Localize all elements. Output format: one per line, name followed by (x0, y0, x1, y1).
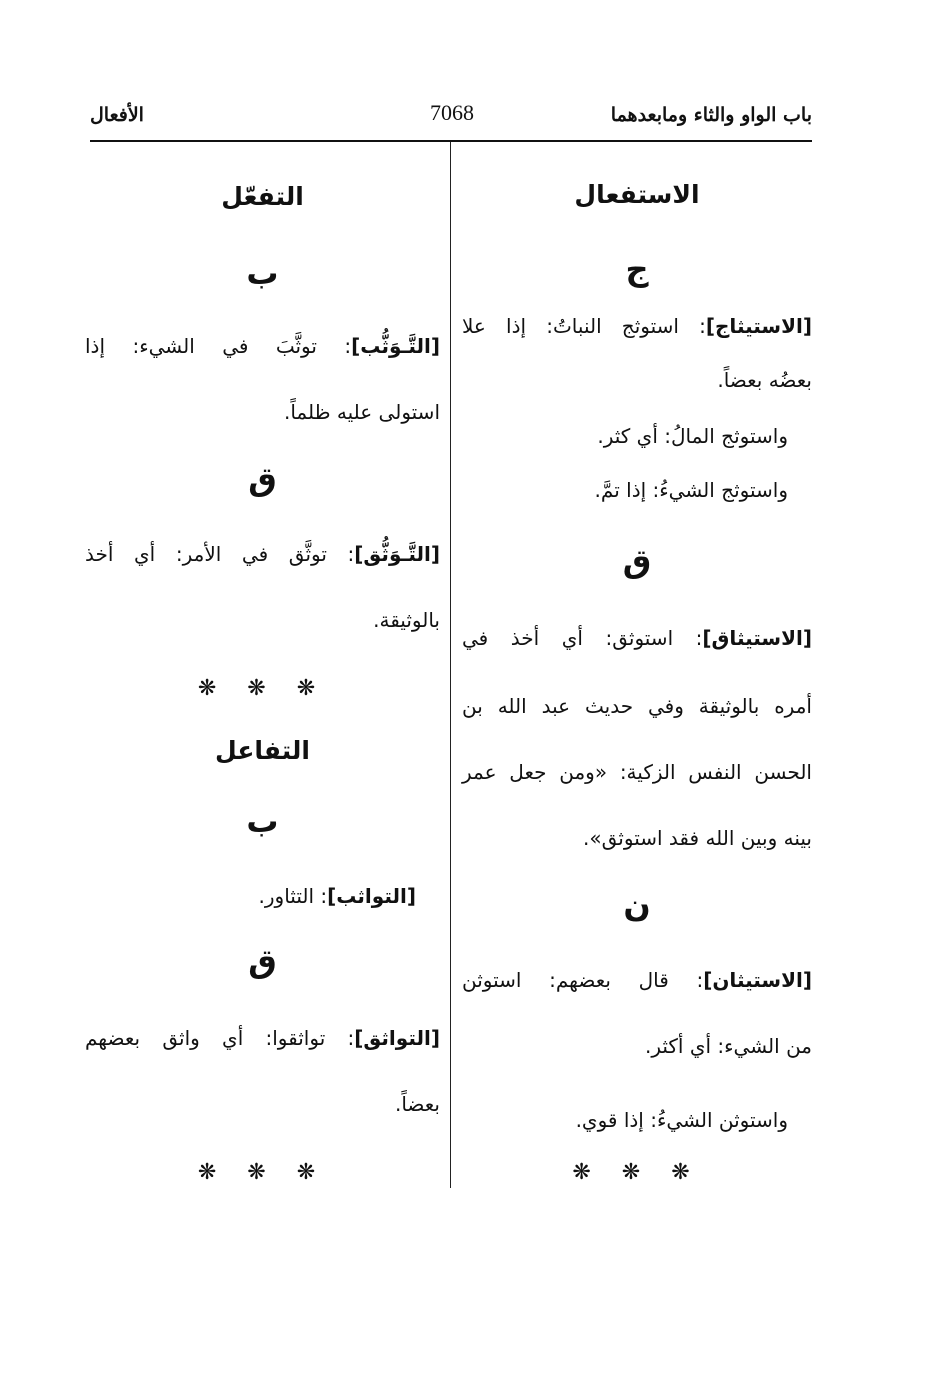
entry-line (85, 334, 440, 358)
letter-heading: ب (246, 802, 279, 840)
column-divider (450, 142, 451, 1188)
letter-heading: ق (248, 460, 277, 498)
page-number: 7068 (430, 100, 474, 125)
entry-line: من الشيء: أي أكثر. (644, 1034, 812, 1058)
entry-line (85, 542, 440, 566)
entry-term: [التواثق] (354, 1026, 440, 1050)
entry-text: : توثَّق في الأمر: أي أخذ (85, 542, 355, 566)
letter-heading: ق (248, 942, 277, 980)
entry-line: استولى عليه ظلماً. (283, 400, 440, 424)
heading-tafaaul: التفاعل (215, 736, 310, 765)
heading-istifaal: الاستفعال (574, 180, 700, 209)
entry-term: [التَّـوَثُّب] (351, 334, 440, 358)
letter-heading: ق (622, 542, 652, 580)
entry-line (462, 968, 812, 992)
entry-text: : التثاور. (258, 884, 328, 908)
entry-line: واستوثن الشيءُ: إذا قوي. (575, 1108, 788, 1132)
entry-line: أمره بالوثيقة وفي حديث عبد الله بن (462, 694, 812, 718)
section-separator: ❋ ❋ ❋ (197, 1160, 328, 1185)
entry-text: : قال بعضهم: استوثن (462, 968, 704, 992)
entry-line: الحسن النفس الزكية: «ومن جعل عمر (462, 760, 812, 784)
entry-term: [الاستيثان] (703, 968, 812, 992)
entry-term: [الاستيثاق] (702, 626, 812, 650)
letter-heading: ن (623, 886, 651, 924)
entry-line (259, 884, 416, 908)
section-separator: ❋ ❋ ❋ (572, 1160, 702, 1185)
entry-text: : توثَّبَ في الشيء: إذا (85, 334, 352, 358)
entry-text: : استوثج النباتُ: إذا علا (462, 314, 706, 338)
entry-line: واستوثج المالُ: أي كثر. (597, 424, 788, 448)
page-header (90, 100, 812, 142)
section-separator: ❋ ❋ ❋ (197, 676, 328, 701)
entry-text: : تواثقوا: أي واثق بعضهم (85, 1026, 355, 1050)
entry-text: : استوثق: أي أخذ في (462, 626, 703, 650)
letter-heading: ب (246, 254, 279, 292)
entry-line: واستوثج الشيءُ: إذا تمَّ. (594, 478, 788, 502)
entry-line: بعضُه بعضاً. (717, 368, 812, 392)
entry-line (462, 314, 812, 338)
entry-line (462, 626, 812, 650)
section-title: الأفعال (90, 104, 144, 126)
letter-heading: ج (625, 250, 649, 288)
entry-line (85, 1026, 440, 1050)
entry-term: [الاستيثاج] (705, 314, 812, 338)
chapter-title: باب الواو والثاء ومابعدهما (610, 104, 812, 126)
entry-line: بينه وبين الله فقد استوثق». (583, 826, 812, 850)
entry-term: [التَّـوَثُّق] (354, 542, 440, 566)
entry-line: بعضاً. (394, 1092, 440, 1116)
entry-line: بالوثيقة. (373, 608, 440, 632)
entry-term: [التواثب] (327, 884, 416, 908)
heading-tafaul: التفعّل (221, 182, 304, 211)
